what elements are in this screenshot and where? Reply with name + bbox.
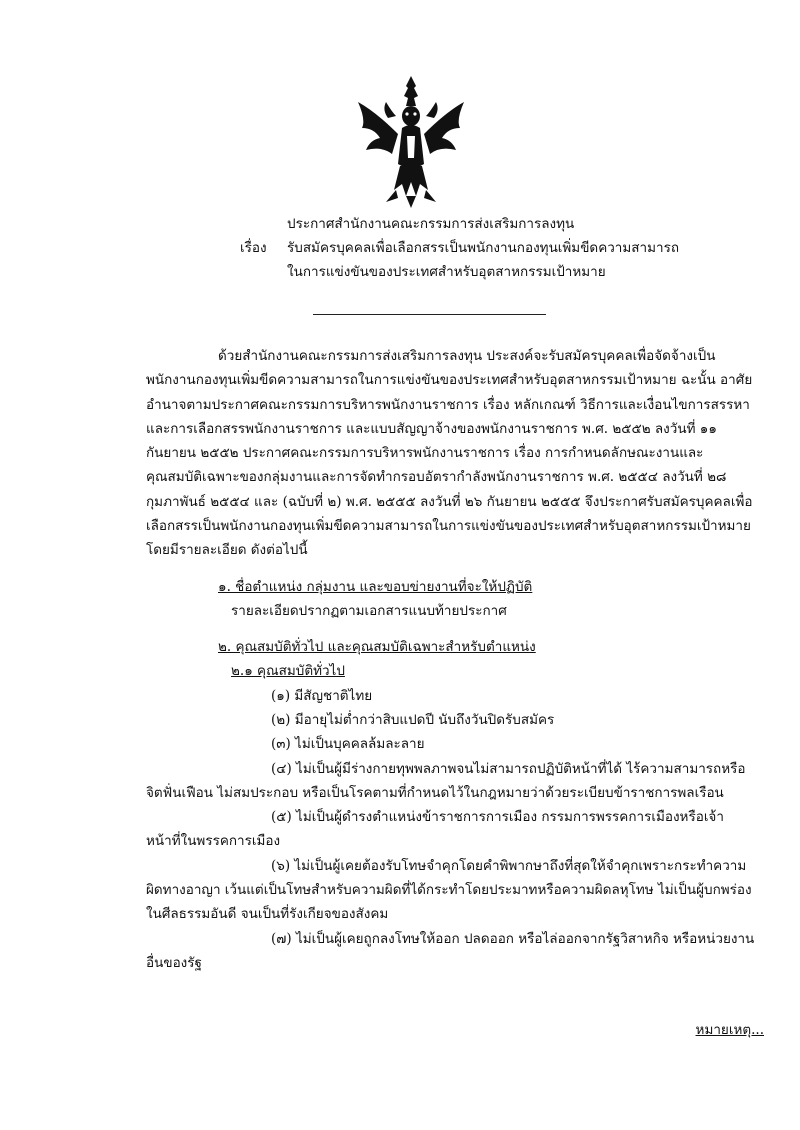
announcement-subject [240,236,679,260]
qualification-item-6: (๖) ไม่เป็นผู้เคยต้องรับโทษจำคุกโดยคำพิพากษาถึงที่สุดให้จำคุกเพราะกระทำความผิดทางอาญา เว้นแต่เป็นโทษสำหรับความผิดที่ได้กระทำโดยประมาทหรือความผิดลหุโทษ ไม่เป็นผู้บกพร่องในศีลธรรมอันดี จนเป็นที่รังเกียจของสังคม [146,857,752,923]
qualification-item-7: (๗) ไม่เป็นผู้เคยถูกลงโทษให้ออก ปลดออก หรือไล่ออกจากรัฐวิสาหกิจ หรือหน่วยงานอื่นของรัฐ [146,930,755,971]
section-1-text: รายละเอียดปรากฏตามเอกสารแนบท้ายประกาศ [231,602,507,619]
section-2-heading: ๒. คุณสมบัติทั่วไป และคุณสมบัติเฉพาะสำหรับตำแหน่ง [218,638,536,655]
section-1-heading: ๑. ชื่อตำแหน่ง กลุ่มงาน และขอบข่ายงานที่จะให้ปฏิบัติ [218,578,533,595]
section-2-1-heading: ๒.๑ คุณสมบัติทั่วไป [231,662,345,679]
qualification-item-2: (๒) มีอายุไม่ต่ำกว่าสิบแปดปี นับถึงวันปิดรับสมัคร [271,711,555,728]
garuda-emblem [352,72,470,212]
announcement-title: ประกาศสำนักงานคณะกรรมการส่งเสริมการลงทุน [287,216,575,232]
announcement-header [240,212,679,284]
title-divider [313,314,546,315]
intro-paragraph: ด้วยสำนักงานคณะกรรมการส่งเสริมการลงทุน ประสงค์จะรับสมัครบุคคลเพื่อจัดจ้างเป็นพนักงานกองทุนเพิ่มขีดความสามารถในการแข่งขันของประเทศสำหรับอุตสาหกรรมเป้าหมาย ฉะนั้น อาศัยอำนาจตามประกาศคณะกรรมการบริหารพนักงานราชการ เรื่อง หลักเกณฑ์ วิธีการและเงื่อนไขการสรรหาและการเลือกสรรพนักงานราชการ และแบบสัญญาจ้างของพนักงานราชการ พ.ศ. ๒๕๕๒ ลงวันที่ ๑๑ กันยายน ๒๕๕๒ ประกาศคณะกรรมการบริหารพนักงานราชการ เรื่อง การกำหนดลักษณะงานและคุณสมบัติเฉพาะของกลุ่มงานและการจัดทำกรอบอัตรากำลังพนักงานราชการ พ.ศ. ๒๕๕๔ ลงวันที่ ๒๘ กุมภาพันธ์ ๒๕๕๔ และ (ฉบับที่ ๒) พ.ศ. ๒๕๕๕ ลงวันที่ ๒๖ กันยายน ๒๕๕๕ จึงประกาศรับสมัครบุคคลเพื่อเลือกสรรเป็นพนักงานกองทุนเพิ่มขีดความสามารถในการแข่งขันของประเทศสำหรับอุตสาหกรรมเป้าหมาย โดยมีรายละเอียด ดังต่อไปนี้ [146,348,753,559]
qualification-item-1: (๑) มีสัญชาติไทย [271,687,373,704]
subject-line-2: ในการแข่งขันของประเทศสำหรับอุตสาหกรรมเป้าหมาย [287,264,606,280]
qualification-item-5: (๕) ไม่เป็นผู้ดำรงตำแหน่งข้าราชการการเมือง กรรมการพรรคการเมืองหรือเจ้าหน้าที่ในพรรคการเมือง [146,809,724,850]
document-body [146,344,756,975]
subject-line-1: รับสมัครบุคคลเพื่อเลือกสรรเป็นพนักงานกองทุนเพิ่มขีดความสามารถ [287,240,680,256]
subject-label: เรื่อง [240,240,267,256]
footer-note: หมายเหตุ... [695,1022,764,1038]
qualification-item-3: (๓) ไม่เป็นบุคคลล้มละลาย [271,736,425,753]
qualification-item-4: (๔) ไม่เป็นผู้มีร่างกายทุพพลภาพจนไม่สามารถปฏิบัติหน้าที่ได้ ไร้ความสามารถหรือจิตฟั่นเฟือน ไม่สมประกอบ หรือเป็นโรคตามที่กำหนดไว้ในกฎหมายว่าด้วยระเบียบข้าราชการพลเรือน [146,760,746,801]
